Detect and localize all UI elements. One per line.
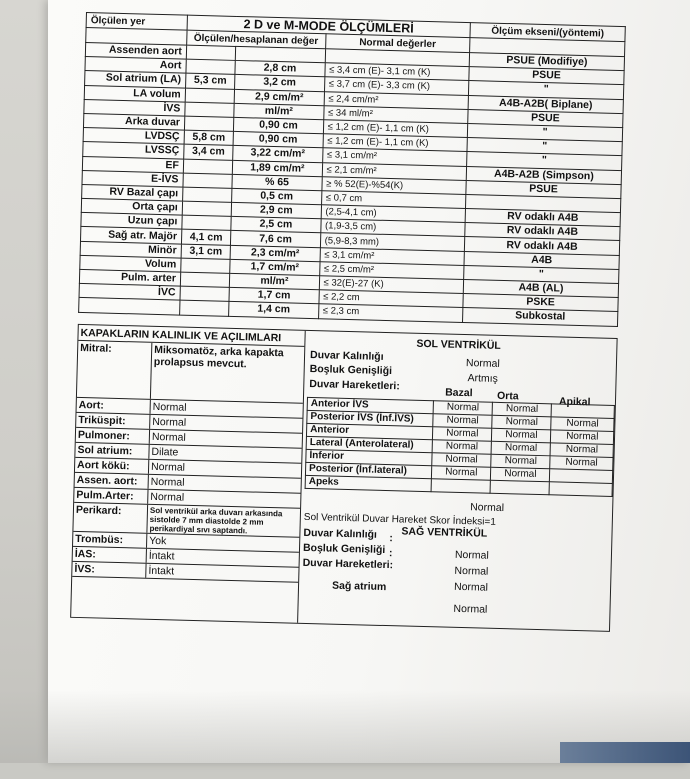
- normal-range: ≤ 2,3 cm: [318, 304, 463, 322]
- normal-range: ≤ 2,4 cm/m²: [324, 91, 469, 109]
- normal-range: ≤ 3,1 cm/m²: [322, 148, 467, 166]
- apical-value: Normal: [551, 417, 614, 432]
- measurements-table: [78, 12, 626, 327]
- normal-range: ≤ 32(E)-27 (K): [319, 276, 464, 294]
- valve-row: [77, 341, 304, 404]
- basal-value: [431, 479, 490, 494]
- measurement-axis: PSKE: [463, 294, 618, 312]
- header-value: Ölçülen/hesaplanan değer: [186, 30, 325, 49]
- mid-value: Normal: [492, 402, 551, 417]
- measured-value: [182, 201, 232, 216]
- rv-motion-label: Duvar Hareketleri:: [302, 556, 394, 572]
- col-apical: Apikal: [558, 395, 591, 409]
- measurement-name: EF: [82, 156, 183, 173]
- calculated-value: ml/m²: [234, 103, 324, 120]
- measured-value: [180, 286, 230, 301]
- wall-motion-grid: [305, 397, 615, 497]
- segment-name: İnferior: [306, 449, 432, 465]
- measurement-axis: Subkostal: [463, 308, 618, 326]
- measurement-axis: ": [467, 152, 622, 170]
- normal-range: ≤ 3,7 cm (E)- 3,3 cm (K): [324, 77, 469, 95]
- ventricle-panel: [302, 331, 617, 616]
- rv-cavity-value: Normal: [454, 564, 489, 578]
- valve-value: Normal: [152, 415, 187, 429]
- rv-cavity-label: Boşluk Genişliği: [302, 541, 386, 557]
- col-basal: Bazal: [445, 386, 473, 400]
- basal-value: Normal: [432, 440, 491, 455]
- measured-value: [183, 173, 233, 188]
- calculated-value: 1,7 cm: [229, 288, 319, 305]
- apeks-value: Normal: [470, 501, 505, 515]
- lv-cavity-value: Artmış: [467, 372, 499, 385]
- segment-name: Posterior (İnf.lateral): [305, 462, 431, 478]
- valve-value: Sol ventrikül arka duvarı arkasında sistolde 7 mm diastolde 2 mm perikardiyal sıvı saptandı.: [149, 505, 283, 536]
- valve-label: Aort kökü:: [76, 458, 130, 473]
- measurement-axis: A4B: [464, 251, 619, 269]
- calculated-value: 1,89 cm/m²: [233, 160, 323, 177]
- valve-row-divider: [146, 549, 147, 563]
- valve-label: Trombüs:: [75, 532, 124, 547]
- measurement-axis: ": [464, 265, 619, 283]
- measurement-name: Volum: [80, 255, 181, 272]
- normal-range: ≤ 2,1 cm/m²: [322, 162, 467, 180]
- mid-value: [490, 480, 549, 495]
- valve-label: Assen. aort:: [76, 473, 138, 488]
- calculated-value: 0,90 cm: [234, 117, 324, 134]
- measurement-name: Aort: [85, 57, 186, 74]
- calculated-value: 7,6 cm: [231, 231, 321, 248]
- normal-range: ≥ % 52(E)-%54(K): [321, 176, 466, 194]
- lv-wall-thickness-label: Duvar Kalınlığı: [309, 348, 384, 363]
- measured-value: [182, 187, 232, 202]
- calculated-value: 2,9 cm/m²: [234, 89, 324, 106]
- measurement-name: Pulm. arter: [79, 269, 180, 286]
- valve-row-divider: [147, 490, 148, 504]
- normal-range: ≤ 2,5 cm/m²: [319, 262, 464, 280]
- measured-value: [184, 116, 234, 131]
- mid-value: Normal: [492, 428, 551, 443]
- measured-value: [185, 88, 235, 103]
- rv-title: SAĞ VENTRİKÜL: [401, 525, 488, 540]
- measurement-name: Minör: [80, 241, 181, 258]
- normal-range: (5,9-8,3 mm): [320, 233, 465, 251]
- segment-name: Apeks: [305, 475, 431, 491]
- table-title: 2 D ve M-MODE ÖLÇÜMLERİ: [243, 17, 414, 36]
- valve-label: Pulm.Arter:: [76, 488, 134, 503]
- calculated-value: 2,9 cm: [231, 202, 321, 219]
- measurement-name: Arka duvar: [83, 113, 184, 130]
- mid-value: Normal: [492, 415, 551, 430]
- normal-range: ≤ 3,4 cm (E)- 3,1 cm (K): [324, 63, 469, 81]
- measurement-axis: RV odaklı A4B: [465, 223, 620, 241]
- valve-row-divider: [148, 460, 149, 474]
- valve-label: İVS:: [74, 562, 95, 576]
- valve-row-divider: [148, 445, 149, 459]
- lv-wall-thickness-value: Normal: [465, 357, 500, 370]
- rv-wall-thickness-value: Normal: [454, 548, 489, 562]
- segment-name: Anterior İVS: [307, 397, 433, 413]
- basal-value: Normal: [433, 427, 492, 442]
- measurement-axis: A4B (AL): [463, 279, 618, 297]
- measurement-name: Uzun çapı: [81, 213, 182, 230]
- measured-value: 5,8 cm: [184, 130, 234, 145]
- valve-value: Normal: [151, 430, 186, 444]
- blue-fabric-corner: [560, 742, 690, 763]
- measured-value: 3,1 cm: [181, 244, 231, 259]
- valve-value: İntakt: [148, 564, 175, 578]
- valve-label: Perikard:: [75, 503, 122, 518]
- measured-value: [181, 258, 231, 273]
- segment-name: Posterior İVS (İnf.İVS): [307, 410, 433, 426]
- valve-value: Yok: [149, 534, 167, 548]
- measurement-axis: PSUE: [469, 67, 624, 85]
- valve-value: Normal: [150, 460, 186, 474]
- mid-value: Normal: [491, 454, 550, 469]
- valve-row-divider: [149, 430, 150, 444]
- valve-row-divider: [146, 505, 148, 533]
- valve-row-divider: [150, 343, 152, 399]
- rv-colon-2: :: [388, 547, 393, 560]
- lv-motion-label: Duvar Hareketleri:: [309, 377, 400, 393]
- apical-value: Normal: [550, 443, 613, 458]
- measurement-axis: RV odaklı A4B: [464, 237, 619, 255]
- calculated-value: 0,90 cm: [233, 132, 323, 149]
- measurement-name: Orta çapı: [81, 199, 182, 216]
- calculated-value: 2,3 cm/m²: [230, 245, 320, 262]
- measurement-name: [79, 298, 180, 315]
- calculated-value: 1,7 cm/m²: [230, 259, 320, 276]
- measured-value: [186, 59, 236, 74]
- normal-range: ≤ 2,2 cm: [319, 290, 464, 308]
- measurement-name: LA volum: [84, 85, 185, 102]
- lower-section: [70, 324, 618, 632]
- calculated-value: 0,5 cm: [232, 188, 322, 205]
- measurement-axis: ": [467, 138, 622, 156]
- ra-value: Normal: [453, 602, 488, 616]
- header-normal: Normal değerler: [325, 34, 470, 53]
- valve-label: İAS:: [74, 547, 96, 561]
- apical-value: [549, 482, 612, 497]
- lv-score-text: Sol Ventrikül Duvar Hareket Skor İndeksi=1: [303, 511, 496, 528]
- measurement-axis: PSUE (Modifiye): [469, 53, 624, 71]
- measurement-name: LVDSÇ: [83, 128, 184, 145]
- measurement-axis: ": [467, 123, 622, 141]
- calculated-value: 2,5 cm: [231, 217, 321, 234]
- ra-label: Sağ atrium: [331, 579, 387, 594]
- measurement-name: E-İVS: [82, 170, 183, 187]
- basal-value: Normal: [431, 466, 490, 481]
- valve-value: Dilate: [151, 445, 179, 459]
- apical-value: Normal: [550, 456, 613, 471]
- measured-value: [180, 272, 230, 287]
- measurement-name: İVS: [84, 99, 185, 116]
- measurement-axis: ": [469, 81, 624, 99]
- measurement-name: Sol atrium (LA): [85, 71, 186, 88]
- valve-value: Normal: [152, 400, 187, 414]
- basal-value: Normal: [432, 453, 491, 468]
- valves-panel: [72, 325, 305, 583]
- valve-value: İntakt: [148, 549, 175, 563]
- measurement-axis: A4B-A2B (Simpson): [466, 166, 621, 184]
- calculated-value: 2,8 cm: [235, 61, 325, 78]
- normal-range: ≤ 1,2 cm (E)- 1,1 cm (K): [323, 120, 468, 138]
- valve-row-divider: [150, 400, 151, 414]
- measured-value: [186, 45, 236, 60]
- rv-motion-value: Normal: [453, 580, 489, 594]
- valve-value: Normal: [150, 490, 185, 504]
- valve-row-divider: [145, 564, 146, 578]
- calculated-value: % 65: [232, 174, 322, 191]
- valve-row-divider: [146, 534, 147, 548]
- segment-name: Lateral (Anterolateral): [306, 436, 432, 452]
- valve-label: Mitral:: [80, 341, 112, 355]
- measured-value: 3,4 cm: [184, 144, 234, 159]
- rv-colon-1: :: [389, 532, 393, 545]
- lv-cavity-label: Boşluk Genişliği: [309, 362, 393, 378]
- valve-label: Sol atrium:: [77, 443, 133, 458]
- header-measured: Ölçülen yer: [86, 13, 187, 31]
- mid-value: Normal: [491, 441, 550, 456]
- normal-range: ≤ 3,1 cm/m²: [320, 247, 465, 265]
- calculated-value: 1,4 cm: [229, 302, 319, 319]
- lv-title: SOL VENTRİKÜL: [416, 337, 501, 352]
- apical-value: Normal: [551, 430, 614, 445]
- measured-value: [179, 300, 229, 315]
- segment-name: Anterior: [306, 423, 432, 439]
- rv-wall-thickness-label: Duvar Kalınlığı: [303, 526, 378, 541]
- valves-title: KAPAKLARIN KALINLIK VE AÇILIMLARI: [80, 326, 282, 345]
- valve-label: Pulmoner:: [77, 428, 130, 443]
- measurement-name: Assenden aort: [85, 43, 186, 60]
- valve-row-divider: [148, 475, 149, 489]
- measured-value: [182, 215, 232, 230]
- basal-value: Normal: [433, 401, 492, 416]
- calculated-value: ml/m²: [230, 273, 320, 290]
- measured-value: 4,1 cm: [181, 230, 231, 245]
- measured-value: [185, 102, 235, 117]
- valve-label: Aort:: [78, 398, 104, 412]
- basal-value: Normal: [433, 414, 492, 429]
- measurement-name: RV Bazal çapı: [82, 184, 183, 201]
- measurement-axis: PSUE: [468, 109, 623, 127]
- measurement-name: İVC: [79, 284, 180, 301]
- normal-range: (2,5-4,1 cm): [321, 205, 466, 223]
- measurement-name: Sağ atr. Majör: [81, 227, 182, 244]
- header-axis: Ölçüm ekseni/(yöntemi): [470, 23, 625, 42]
- valve-value: Miksomatöz, arka kapakta prolapsus mevcut.: [153, 343, 284, 371]
- valve-row-divider: [149, 415, 150, 429]
- normal-range: (1,9-3,5 cm): [320, 219, 465, 237]
- normal-range: ≤ 34 ml/m²: [323, 106, 468, 124]
- calculated-value: 3,2 cm: [235, 75, 325, 92]
- measurement-axis: A4B-A2B( Biplane): [468, 95, 623, 113]
- measured-value: 5,3 cm: [185, 74, 235, 89]
- normal-range: ≤ 1,2 cm (E)- 1,1 cm (K): [323, 134, 468, 152]
- calculated-value: 3,22 cm/m²: [233, 146, 323, 163]
- measured-value: [183, 159, 233, 174]
- normal-range: ≤ 0,7 cm: [321, 191, 466, 209]
- measurement-axis: PSUE: [466, 180, 621, 198]
- mid-value: Normal: [491, 467, 550, 482]
- measurement-axis: RV odaklı A4B: [465, 209, 620, 227]
- measurement-name: LVSSÇ: [83, 142, 184, 159]
- valve-value: Normal: [150, 475, 185, 489]
- col-mid: Orta: [496, 389, 519, 403]
- valve-label: Triküspit:: [78, 413, 126, 428]
